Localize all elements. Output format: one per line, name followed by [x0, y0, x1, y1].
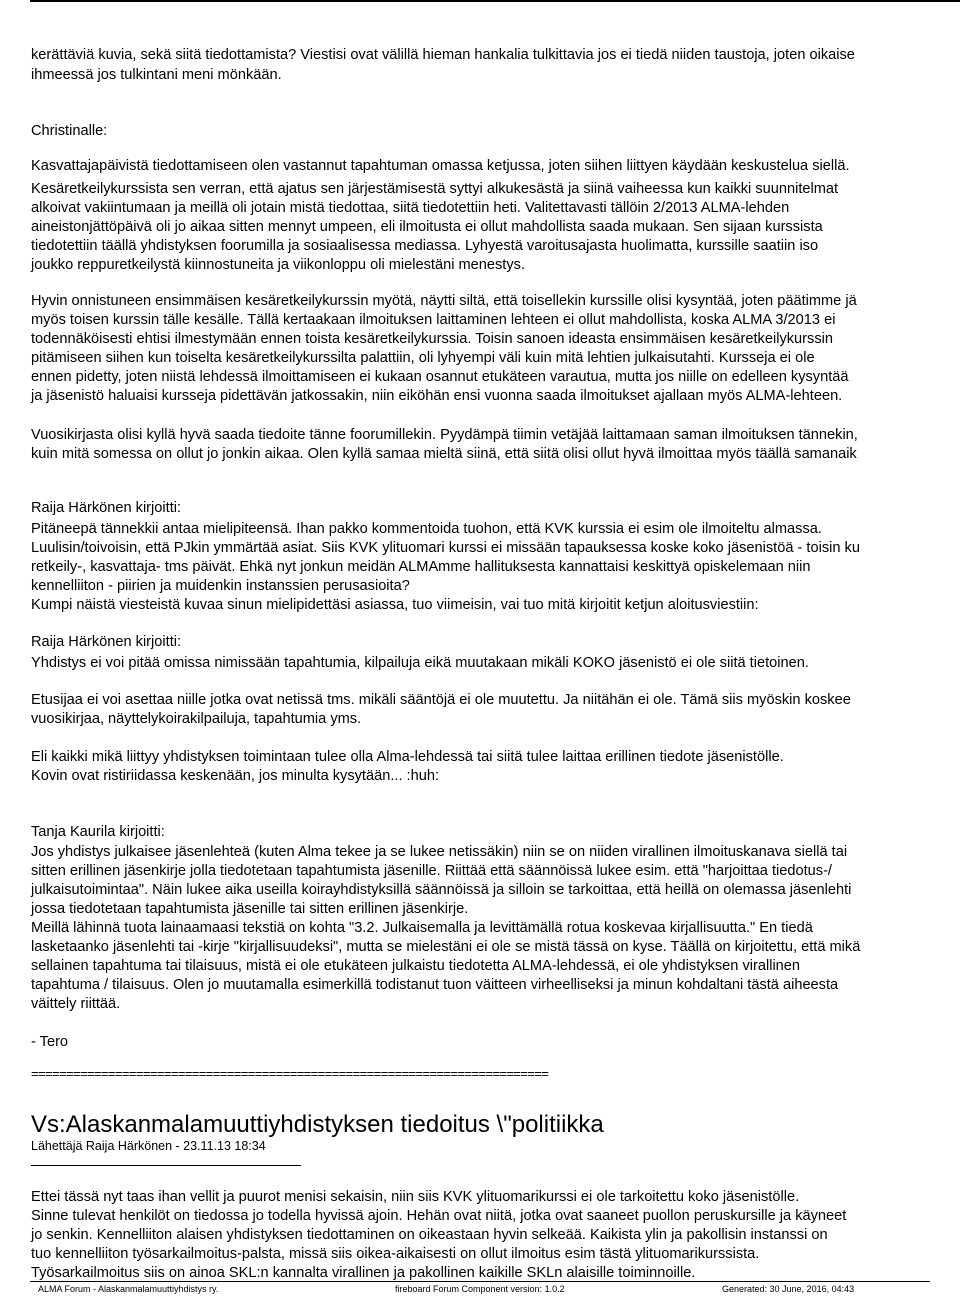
- text-line: Vuosikirjasta olisi kyllä hyvä saada tiedoite tänne foorumillekin. Pyydämpä tiimin vetäjää laittamaan saman ilmoituksen tännekin,: [31, 427, 858, 443]
- text-line: Sinne tulevat henkilöt on tiedossa jo todella hyvissä ajoin. Hehän ovat niitä, jotka ovat saaneet puollon peruskursille ja käyneet: [31, 1208, 847, 1224]
- text-line: Etusijaa ei voi asettaa niille jotka ovat netissä tms. mikäli sääntöjä ei ole muutettu. Ja niitähän ei ole. Tämä siis myöskin koskee: [31, 692, 851, 708]
- text-line: kerättäviä kuvia, sekä siitä tiedottamista? Viestisi ovat välillä hieman hankalia tulkittavia jos ei tiedä niiden taustoja, joten oikaise: [31, 47, 855, 63]
- top-rule: [30, 0, 960, 2]
- text-line: Kasvattajapäivistä tiedottamiseen olen vastannut tapahtuman omassa ketjussa, joten siihen liittyen käydään keskustelua siellä.: [31, 158, 850, 174]
- footer-version: fireboard Forum Component version: 1.0.2: [395, 1284, 565, 1294]
- text-line: joukko reppuretkeilystä kiinnostuneita ja viikonloppu oli mielestäni menestys.: [31, 257, 526, 273]
- text-line: tuo kennelliiton työsarkailmoitus-palsta, missä siis oikea-aikaisesti on ollut ilmoitus esim tästä ylituomarikurssista.: [31, 1246, 760, 1262]
- text-line: jossa tiedotetaan tapahtumista jäsenille tai sitten erillinen jäsenkirje.: [31, 901, 469, 917]
- text-line: Luulisin/toivoisin, että PJkin ymmärtää asiat. Siis KVK ylituomari kurssi ei missään tapauksessa koske koko jäsenistöä - toisin ku: [31, 540, 860, 556]
- text-line: tapahtuma / tilaisuus. Olen jo muutamalla esimerkillä todistanut tuon väitteen virheelliseksi ja minun kohdaltani tästä aiheesta: [31, 977, 839, 993]
- text-line: julkaisutoimintaa". Näin lukee aika useilla koirayhdistyksillä säännöissä ja silloin se tarkoittaa, että heillä on olemassa jäsenlehti: [31, 882, 852, 898]
- text-line: Hyvin onnistuneen ensimmäisen kesäretkeilykurssin myötä, näytti siltä, että toisellekin kurssille olisi kysyntää, joten päätimme jä: [31, 293, 857, 309]
- text-line: kuin mitä somessa on ollut jo jonkin aikaa. Olen kyllä samaa mieltä siinä, että siitä olisi ollut hyvä ilmoittaa myös täällä samanaik: [31, 446, 857, 462]
- text-line: vuosikirjaa, näyttelykoirakilpailuja, tapahtumia yms.: [31, 711, 362, 727]
- text-line: myös toisen kurssin tälle kesälle. Tällä kertaakaan ilmoituksen laittaminen lehteen ei ollut mahdollista, koska ALMA 3/2013 ei: [31, 312, 836, 328]
- text-line: Jos yhdistys julkaisee jäsenlehteä (kuten Alma tekee ja se lukee netissäkin) niin se on niiden virallinen ilmoituskanava siellä tai: [31, 844, 848, 860]
- text-line: Kumpi näistä viesteistä kuvaa sinun mielipidettäsi asiassa, tuo viimeisin, vai tuo mitä kirjoitit ketjun aloitusviestiin:: [31, 597, 759, 613]
- footer-generated: Generated: 30 June, 2016, 04:43: [722, 1284, 855, 1294]
- text-line: pitämiseen siihen kun toiselta kesäretkeilykurssilta palattiin, oli lyhyempi väli kuin mitä lehtien julkaisutahti. Kursseja ei ole: [31, 350, 815, 366]
- signature: - Tero: [31, 1034, 69, 1050]
- text-line: Kovin ovat ristiriidassa keskenään, jos minulta kysytään... :huh:: [31, 768, 440, 784]
- text-line: ihmeessä jos tulkintani meni mönkään.: [31, 67, 282, 83]
- text-line: alkoivat vakiintumaan ja meillä oli jotain mistä tiedottaa, siitä tiedotettiin heti. Valitettavasti tällöin 2/2013 ALMA-lehden: [31, 200, 790, 216]
- quote-author: Raija Härkönen kirjoitti:: [31, 634, 182, 650]
- footer-site-name: ALMA Forum - Alaskanmalamuuttiyhdistys ry.: [38, 1284, 219, 1294]
- post-title: Vs:Alaskanmalamuuttiyhdistyksen tiedoitus \"politiikka: [31, 1111, 604, 1138]
- text-line: todennäköisesti ehtisi ilmestymään ennen toista kesäretkeilykurssia. Toisin sanoen ideasta ensimmäisen kesäretkeilykurssin: [31, 331, 833, 347]
- post-divider: [31, 1165, 301, 1166]
- text-line: väittely riittää.: [31, 996, 121, 1012]
- text-line: Pitäneepä tännekkii antaa mielipiteensä. Ihan pakko kommentoida tuohon, että KVK kurssia ei esim ole ilmoiteltu almassa.: [31, 521, 822, 537]
- quote-author: Raija Härkönen kirjoitti:: [31, 500, 182, 516]
- footer-rule: [30, 1281, 930, 1282]
- text-line: retkeily-, kasvattaja- tms päivät. Ehkä nyt jonkun meidän ALMAmme hallituksesta kannattaisi keskittyä opiskelemaan niin: [31, 559, 811, 575]
- text-line: kennelliiton - piirien ja muidenkin instanssien perusasioita?: [31, 578, 410, 594]
- text-line: Eli kaikki mikä liittyy yhdistyksen toimintaan tulee olla Alma-lehdessä tai siitä tulee laittaa erillinen tiedote jäsenistölle.: [31, 749, 784, 765]
- text-line: sellainen tapahtuma tai tilaisuus, mistä ei ole etukäteen julkaistu tiedotetta ALMA-lehdessä, ei ole yhdistyksen virallinen: [31, 958, 801, 974]
- text-line: ja jäsenistö haluaisi kursseja pidettävän jatkossakin, niin eiköhän ensi vuonna saada ilmoitukset ajallaan myös ALMA-lehteen.: [31, 388, 843, 404]
- separator-line: ==========================================================================: [31, 1066, 549, 1081]
- post-meta: Lähettäjä Raija Härkönen - 23.11.13 18:34: [31, 1139, 266, 1153]
- quote-author: Tanja Kaurila kirjoitti:: [31, 824, 165, 840]
- text-line: lasketaanko jäsenlehti tai -kirje "kirjallisuudeksi", mutta se mielestäni ei ole se mistä tässä on kyse. Täällä on kirjoitettu, että mikä: [31, 939, 861, 955]
- text-line: Ettei tässä nyt taas ihan vellit ja puurot menisi sekaisin, niin siis KVK ylituomarikurssi ei ole tarkoitettu koko jäsenistölle.: [31, 1189, 800, 1205]
- text-line: Työsarkailmoitus siis on ainoa SKL:n kannalta virallinen ja pakollinen kaikille SKLn alaisille toiminnoille.: [31, 1265, 696, 1281]
- text-line: aineistonjättöpäivä oli jo aikaa sitten mennyt umpeen, eli ilmoitusta ei ollut mahdollista saada mukaan. Sen sijaan kurssista: [31, 219, 823, 235]
- text-line: Yhdistys ei voi pitää omissa nimissään tapahtumia, kilpailuja eikä muutakaan mikäli KOKO jäsenistö ei ole siitä tietoinen.: [31, 655, 809, 671]
- text-line: Kesäretkeilykurssista sen verran, että ajatus sen järjestämisestä syttyi alkukesästä ja siinä vaiheessa kun kaikki suunnitelmat: [31, 181, 839, 197]
- text-line: tiedotettiin täällä yhdistyksen foorumilla ja sosiaalisessa mediassa. Lyhyestä varoitusajasta huolimatta, kurssille saatiin iso: [31, 238, 819, 254]
- text-line: Meillä lähinnä tuota lainaamaasi tekstiä on kohta "3.2. Julkaisemalla ja levittämällä rotua koskevaa kirjallisuutta." En tiedä: [31, 920, 813, 936]
- text-line: sitten erillinen jäsenkirje jolla tiedotetaan tapahtumista jäsenille. Riittää että säännöissä lukee esim. että "harjoittaa tiedotus-/: [31, 863, 832, 879]
- text-line: ennen pidetty, joten niistä lehdessä ilmoittamiseen ei kukaan osannut etukäteen varautua, mutta jos niille on edelleen kysyntää: [31, 369, 849, 385]
- text-line: jo senkin. Kennelliiton alaisen yhdistyksen tiedottaminen on oikeastaan hyvin selkeää. Kaikista ylin ja pakollisin instanssi on: [31, 1227, 828, 1243]
- text-line: Christinalle:: [31, 123, 108, 139]
